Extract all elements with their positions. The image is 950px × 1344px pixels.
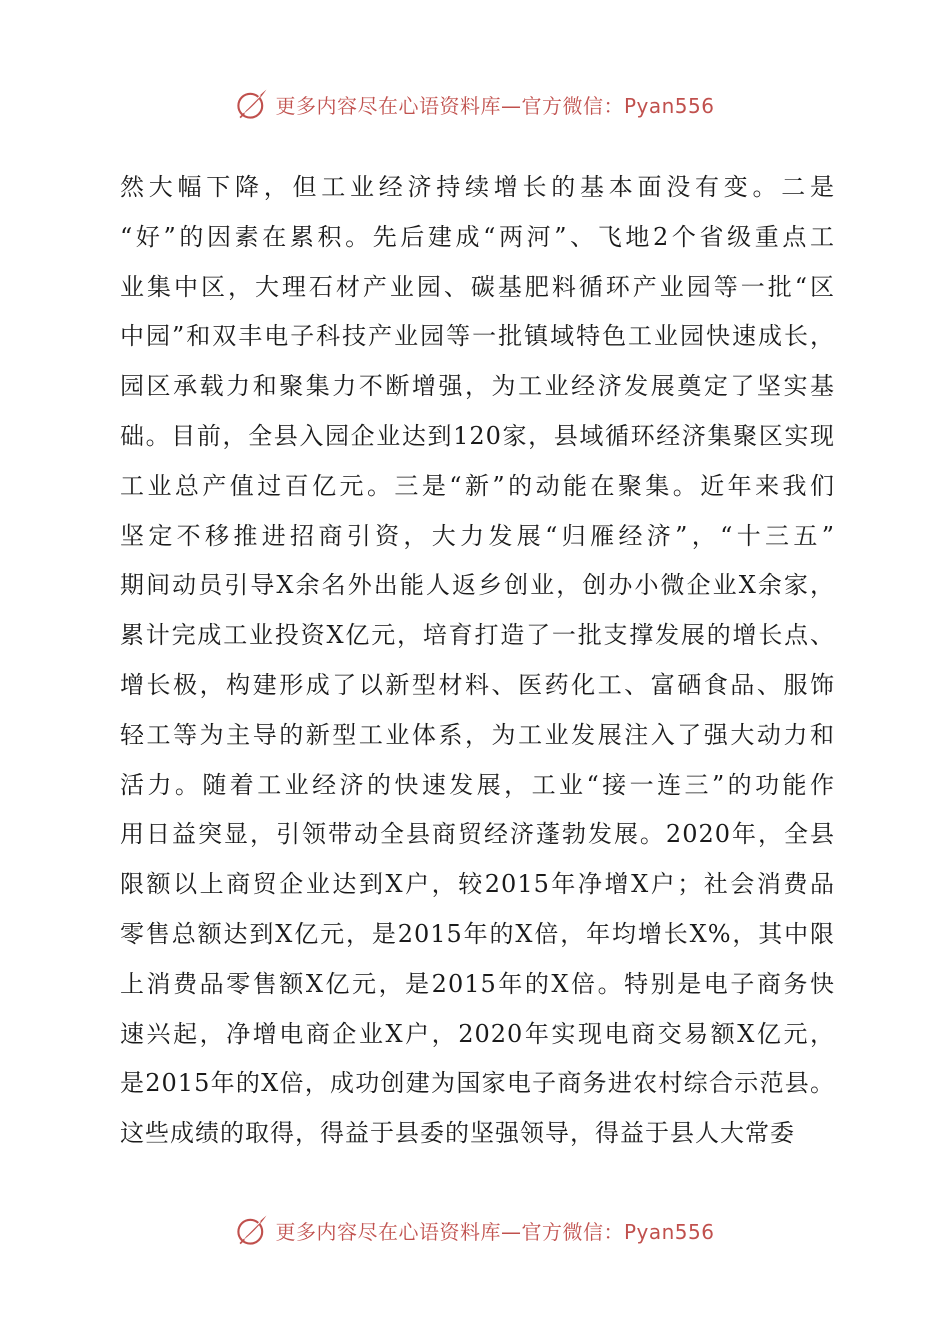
text-line: 零售总额达到X亿元，是2015年的X倍，年均增长X%，其中限 [120, 919, 835, 948]
text-line: 这些成绩的取得，得益于县委的坚强领导，得益于县人大常委 [120, 1119, 795, 1148]
text-line: 园区承载力和聚集力不断增强，为工业经济发展奠定了坚实基 [120, 372, 835, 401]
text-line: 活力。随着工业经济的快速发展，工业“接一连三”的功能作 [120, 770, 835, 799]
text-line: 业集中区，大理石材产业园、碳基肥料循环产业园等一批“区 [120, 272, 835, 301]
text-line: 中园”和双丰电子科技产业园等一批镇域特色工业园快速成长， [120, 322, 835, 351]
document-body [120, 163, 835, 1159]
text-line: 累计完成工业投资X亿元，培育打造了一批支撑发展的增长点、 [120, 621, 835, 650]
text-line: 工业总产值过百亿元。三是“新”的动能在聚集。近年来我们 [120, 471, 835, 500]
text-line: 增长极，构建形成了以新型材料、医药化工、富硒食品、服饰 [120, 670, 835, 699]
text-line: 坚定不移推进招商引资，大力发展“归雁经济”，“十三五” [120, 521, 835, 550]
text-line: 期间动员引导X余名外出能人返乡创业，创办小微企业X余家， [120, 571, 835, 600]
header-banner-text: 更多内容尽在心语资料库—官方微信：Pyan556 [275, 93, 715, 118]
text-line: 轻工等为主导的新型工业体系，为工业发展注入了强大动力和 [120, 720, 835, 749]
text-line: 限额以上商贸企业达到X户，较2015年净增X户；社会消费品 [120, 870, 835, 899]
header-banner [0, 84, 950, 124]
quill-pen-logo-icon [235, 87, 269, 121]
quill-pen-logo-icon [235, 1213, 269, 1247]
text-line: “好”的因素在累积。先后建成“两河”、飞地2个省级重点工 [120, 222, 835, 251]
text-line: 础。目前，全县入园企业达到120家，县域循环经济集聚区实现 [120, 421, 835, 450]
text-line: 用日益突显，引领带动全县商贸经济蓬勃发展。2020年，全县 [120, 820, 835, 849]
footer-banner [0, 1210, 950, 1250]
text-line: 然大幅下降，但工业经济持续增长的基本面没有变。二是 [120, 173, 835, 201]
text-line: 上消费品零售额X亿元，是2015年的X倍。特别是电子商务快 [120, 969, 835, 998]
footer-banner-text: 更多内容尽在心语资料库—官方微信：Pyan556 [275, 1219, 715, 1244]
text-line: 是2015年的X倍，成功创建为国家电子商务进农村综合示范县。 [120, 1069, 835, 1098]
text-line: 速兴起，净增电商企业X户，2020年实现电商交易额X亿元， [120, 1019, 835, 1048]
